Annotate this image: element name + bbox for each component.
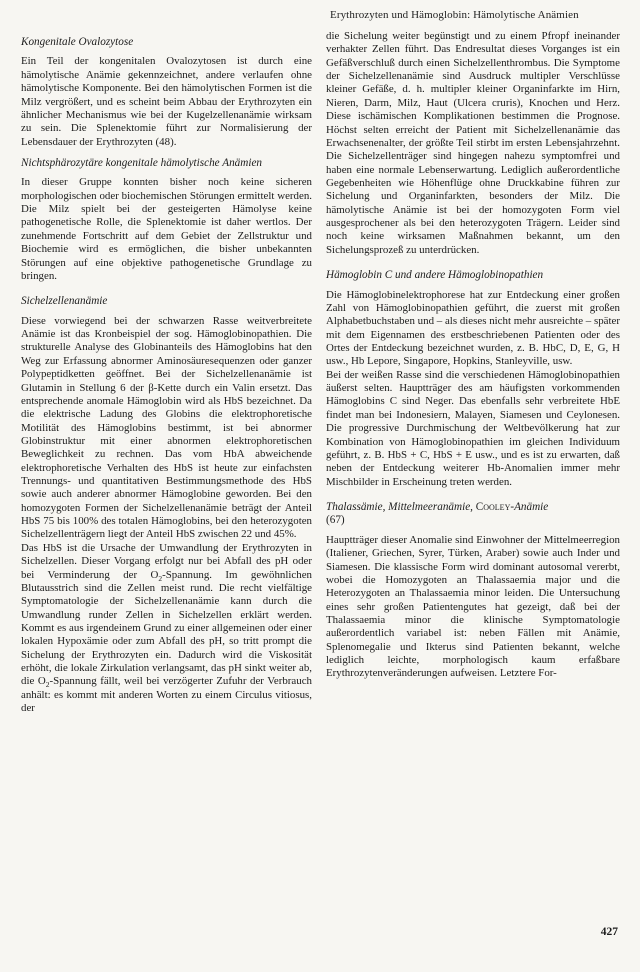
running-head [330,9,622,21]
subscript: 2 [45,680,50,690]
paragraph-sichelzellen-continued: die Sichelung weiter begünstigt und zu einem Pfropf ineinander verhakter Zellen führt. Das Endresultat dieses Vorganges ist ein Gefäßverschluß durch einen Sichelzellenthrombus. Die Symptome der Sichelzellenanämie sind Ausdruck multipler Verschlüsse kleiner Gefäße, d. h. multipler kleiner Organinfarkte im Hirn, Nieren, Darm, Milz, Haut (Ulcera cruris), Knochen und Herz. Diese ischämischen Komplikationen bestimmen die Prognose. Höchst selten erreicht der Patient mit Sichelzellenanämie das Erwachsenenalter, der größte Teil stirbt im ersten Lebensjahrzehnt. Die Sichelzellenträger sind hingegen nahezu symptomfrei und haben eine normale Lebenserwartung. Lediglich außerordentliche Gegebenheiten wie Höhenflüge ohne Druckkabine führen zur Sichelung und Organinfarkten, besonders der Milz. Die hämolytische Anämie ist bei der homozygoten Form viel ausgesprochener als bei den heterozygoten Trägern. Leider sind noch keine wirksamen Maßnahmen bekannt, um den Sichelungsprozeß zu unterdrücken. [326,30,620,256]
heading-text-run: -Anämie [510,500,549,513]
heading-reference: (67) [326,514,345,527]
paragraph-nichtsphaerozytaer: In dieser Gruppe konnten bisher noch keine sicheren morphologischen oder biochemischen Störungen ermittelt werden. Die Milz spielt bei der gesteigerten Hämolyse keine pathogenetische Rolle, die Splenektomie ist daher wertlos. Der zunehmende Fortschritt auf dem Gebiet der Zellstruktur und Biochemie wird es ermöglichen, die bisher unbekannten Störungen auf eine objektive pathogenetische Grundlage zu bringen. [21,176,312,282]
text-run: -Spannung. Im gewöhnlichen Blutausstrich sind die Zellen meist rund. Die recht vielfältige Symptomatologie der Sichelzellenanämie kann durch die Umwandlung runder Zellen in Sichelzellen erklärt werden. Kommt es aus irgendeinem Grund zu einer allgemeinen oder einer lokalen Hypoxämie oder zum Abfall des pH, so tritt prompt die Sichelung der Erythrozyten ein. Dadurch wird die Viskosität erhöht, die lokale Zirkulation verlangsamt, das pH sinkt weiter ab, die O [21,568,312,688]
paragraph-ovalozytose: Ein Teil der kongenitalen Ovalozytosen ist durch eine hämolytische Anämie gekennzeichnet, andere verlaufen ohne hämolytische Komponente. Bei den hämolytischen Formen ist die Milz vergrößert, und es scheint beim Abbau der Erythrozyten ein ähnlicher Mechanismus wie bei der Kugelzellenanämie wirksam zu sein. Die Splenektomie führt zur Normalisierung der Lebensdauer der Erythrozyten (48). [21,55,312,148]
section-heading-haemoglobin-c: Hämoglobin C und andere Hämoglobinopathien [326,269,544,282]
paragraph-sichelzellen-1: Diese vorwiegend bei der schwarzen Rasse weitverbreitete Anämie ist das Kronbeispiel der sog. Hämoglobinopathien. Die strukturelle Analyse des Globinanteils des Hämoglobins hat den Weg zur Erfassung abnormer Aminosäuresequenzen oder ganzer Polypeptidketten geöffnet. Bei der Sichelzellenanämie ist Glutamin in Stellung 6 der β-Kette durch ein Valin ersetzt. Das entsprechende anomale Hämoglobin wird als HbS bezeichnet. Da die elektrische Ladung des Globins die elektrophoretische Motilität des Hämoglobins bestimmt, ist bei abnormer Globinstruktur mit einer abnormen elektrophoretischen Beweglichkeit zu rechnen. Das vom HbA abweichende elektrophoretische Verhalten des HbS ist heute zur einfachsten Trennungs- und quantitativen Bestimmungsmethode des HbS sowie auch anderer abnormer Hämoglobine geworden. Bei den homozygoten Formen der Sichelzellenanämie beträgt der Anteil HbS 75 bis 100% des totalen Hämoglobins, bei den heterozygoten Sichelzellenträgern liegt der Anteil HbS zwischen 22 und 45%. [21,314,312,541]
text-run: Das HbS ist die Ursache der Umwandlung der Erythrozyten in Sichelzellen. Dieser Vorgang erfolgt nur bei Abfall des pH oder bei Verminderung der O [21,541,312,581]
heading-text-run: Thalassämie, Mittelmeeranämie, [326,500,476,513]
running-head-text: Erythrozyten und Hämoglobin: Hämolytische Anämien [330,9,579,21]
text-run: -Spannung fällt, weil bei verzögerter Zufuhr der Verbrauch anhält: es kommt mit anderen Worten zu einem Circulus vitiosus, der [21,675,312,715]
paragraph-haemoglobin-c-2: Bei der weißen Rasse sind die verschiedenen Hämoglobinopathien äußerst selten. Hauptträger des am häufigsten vorkommenden Hämoglobins C sind Neger. Das ebenfalls sehr verbreitete HbE findet man bei Indonesiern, Malayen, Siamesen und Ceylonesen. Die progressive Durchmischung der Weltbevölkerung hat zur Kombination von Hämoglobinopathien im gleichen Individuum geführt, z. B. HbS + C, HbS + E usw., und es ist zu erwarten, daß neben der Entdeckung weiterer Hb-Anomalien immer mehr Mischbilder in Erscheinung treten werden. [326,368,620,488]
paragraph-sichelzellen-2 [21,542,312,716]
section-heading-thalassaemie [326,501,620,528]
section-heading-ovalozytose: Kongenitale Ovalozytose [21,36,134,48]
section-heading-nichtsphaerozytaer: Nichtsphärozytäre kongenitale hämolytische Anämien [21,156,263,169]
heading-small-caps: Cooley [475,500,511,513]
section-heading-sichelzellenanaemie: Sichelzellenanämie [21,295,108,308]
paragraph-haemoglobin-c-1: Die Hämoglobinelektrophorese hat zur Entdeckung einer großen Zahl von Hämoglobinopathien geführt, die zuerst mit großen Alphabetbuchstaben und – als dieses nicht mehr ausreichte – später mit dem Eigennamen des erstbeschriebenen Patienten oder des Ortes der Entdeckung bezeichnet wurden, z. B. HbC, D, E, G, H usw., Hb Lepore, Singapore, Hopkins, Stanleyville, usw. [326,288,620,368]
left-column [21,36,312,715]
paragraph-thalassaemie: Hauptträger dieser Anomalie sind Einwohner der Mittelmeerregion (Italiener, Griechen, Syrer, Türken, Araber) sowie auch Inder und Siamesen. Die klassische Form wird dominant autosomal vererbt, wobei die Homozygoten an Thalassaemia major und die Heterozygoten an Thalassaemia minor leiden. Die Untersuchung eines sehr großen Patientengutes hat gezeigt, daß bei der Thalassaemia minor die klinische Symptomatologie außerordentlich variabel ist: neben Fällen mit Anämie, Splenomegalie und Ikterus sind Patienten bekannt, welche lediglich leichte, morphologisch kaum erfaßbare Erythrozytenveränderungen aufweisen. Letztere For- [326,533,620,680]
subscript: 2 [158,573,163,583]
page-number: 427 [600,926,618,938]
right-column [326,30,620,681]
